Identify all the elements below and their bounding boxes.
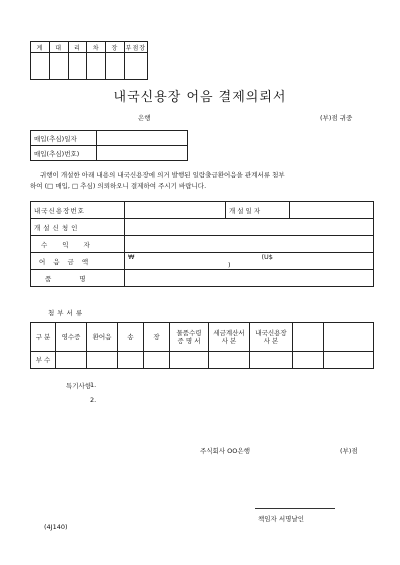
attached-docs-table [30, 322, 374, 369]
special-notes-label: 특기사항 [66, 382, 92, 390]
signature-line[interactable] [255, 508, 335, 509]
approval-header-6: 부점장 [124, 42, 147, 53]
lc-number-label: 내국신용장번호 [31, 202, 125, 219]
approval-box [30, 41, 148, 80]
intro-paragraph [30, 170, 375, 192]
form-title: 내국신용장 어음 결제의뢰서 [113, 90, 287, 105]
item-label: 품명 [31, 270, 125, 287]
approval-sign-6[interactable] [124, 53, 147, 80]
beneficiary-field[interactable] [125, 236, 374, 253]
docs-header-lc-copy: 내국신용장 사 본 [250, 323, 293, 352]
docs-header-invoice-2: 장 [144, 323, 170, 352]
usd-label: (U$ [261, 253, 273, 261]
open-date-label: 개설일자 [226, 202, 290, 219]
company-name: 주식회사 OO은행 [200, 447, 250, 455]
special-note-1: 1. [90, 381, 97, 389]
purchase-date-label: 매입(추심)일자 [31, 131, 97, 146]
docs-count-bill[interactable] [87, 352, 118, 369]
purchase-number-label: 매입(추심)번호) [31, 146, 97, 161]
bank-addressee: 은행 [138, 114, 151, 122]
docs-header-extra-1 [293, 323, 324, 352]
amount-field[interactable] [125, 253, 374, 270]
special-note-2: 2. [90, 396, 97, 404]
signature-label: 책임자 서명날인 [258, 515, 305, 523]
docs-count-tax-invoice[interactable] [209, 352, 250, 369]
docs-count-goods-receipt[interactable] [170, 352, 209, 369]
docs-count-extra-1[interactable] [293, 352, 324, 369]
applicant-field[interactable] [125, 219, 374, 236]
docs-count-invoice-2[interactable] [144, 352, 170, 369]
approval-header-5: 장 [106, 42, 125, 53]
approval-header-2: 대 [49, 42, 68, 53]
docs-header-invoice-1: 송 [118, 323, 144, 352]
purchase-info-table [30, 130, 188, 161]
purchase-number-field[interactable] [97, 146, 188, 161]
amount-label: 어음금액 [31, 253, 125, 270]
docs-header-receipt: 영수증 [56, 323, 87, 352]
attached-docs-label: 첨부서류 [48, 309, 86, 317]
docs-header-extra-2 [324, 323, 374, 352]
purchase-date-field[interactable] [97, 131, 188, 146]
docs-header-bill: 환어음 [87, 323, 118, 352]
beneficiary-label: 수익자 [31, 236, 125, 253]
company-branch: (부)점 [340, 447, 358, 455]
open-date-field[interactable] [290, 202, 374, 219]
approval-sign-4[interactable] [87, 53, 106, 80]
lc-number-field[interactable] [125, 202, 226, 219]
item-field[interactable] [125, 270, 374, 287]
approval-header-4: 차 [87, 42, 106, 53]
approval-sign-5[interactable] [106, 53, 125, 80]
applicant-label: 개설신청인 [31, 219, 125, 236]
lc-details-table [30, 201, 374, 287]
krw-symbol: ₩ [128, 253, 135, 261]
docs-header-goods-receipt: 물품수령 증 명 서 [170, 323, 209, 352]
branch-addressee: (부)점 귀중 [320, 114, 353, 122]
approval-sign-2[interactable] [49, 53, 68, 80]
docs-header-tax-invoice: 세금계산서 사 본 [209, 323, 250, 352]
docs-count-invoice-1[interactable] [118, 352, 144, 369]
usd-close: ) [228, 261, 231, 269]
form-code: (4J140) [44, 523, 68, 531]
intro-line-1: 귀행이 개설한 아래 내용의 내국신용장에 의거 발행된 일람출급환어음을 관계서류 첨부 [40, 171, 285, 179]
docs-count-extra-2[interactable] [324, 352, 374, 369]
approval-header-3: 리 [68, 42, 87, 53]
docs-count-lc-copy[interactable] [250, 352, 293, 369]
intro-line-2: 하여 (□ 매입, □ 추심) 의뢰하오니 결제하여 주시기 바랍니다. [30, 182, 207, 190]
docs-count-receipt[interactable] [56, 352, 87, 369]
approval-sign-3[interactable] [68, 53, 87, 80]
approval-header-1: 계 [31, 42, 50, 53]
approval-sign-1[interactable] [31, 53, 50, 80]
docs-header-category: 구 분 [31, 323, 56, 352]
docs-row-label: 부 수 [31, 352, 56, 369]
